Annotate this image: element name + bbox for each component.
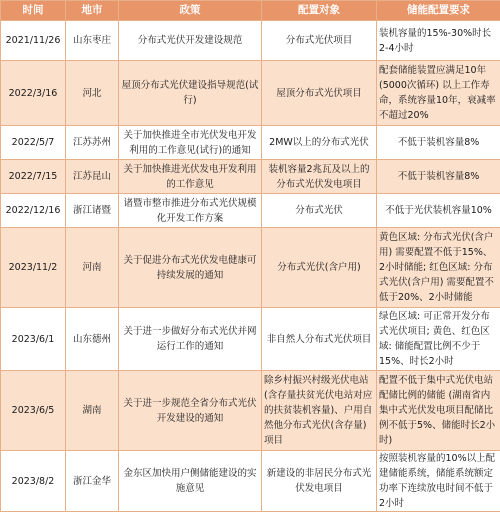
- table-row: [1, 308, 500, 371]
- cell-requirement: 配套储能装置应满足10年(5000次循环) 以上工作寿命，系统容量10年，衰减率不超过20%: [377, 61, 500, 126]
- cell-city: 山东德州: [66, 308, 119, 371]
- cell-city: 河南: [66, 228, 119, 308]
- cell-policy: 诸暨市整市推进分布式光伏规模化开发工作方案: [119, 194, 262, 228]
- cell-time: 2022/5/7: [1, 126, 66, 160]
- table-row: [1, 228, 500, 308]
- cell-time: 2022/12/16: [1, 194, 66, 228]
- header-city: 地市: [66, 1, 119, 21]
- cell-target: 装机容量2兆瓦及以上的分布式光伏发电项目: [262, 160, 377, 194]
- table-row: [1, 160, 500, 194]
- table-row: [1, 61, 500, 126]
- cell-time: 2023/11/2: [1, 228, 66, 308]
- cell-requirement: 黄色区域: 分布式光伏(含户用) 需要配置不低于15%、2小时储能; 红色区域: 分布式光伏(含户用) 需要配置不低于20%、2小时储能: [377, 228, 500, 308]
- cell-target: 分布式光伏: [262, 194, 377, 228]
- cell-requirement: 绿色区域: 可正常开发分布式光伏项目; 黄色、红色区域: 储能配置比例不少于15%、时长2小时: [377, 308, 500, 371]
- cell-policy: 关于加快推进全市光伏发电开发利用的工作意见(试行)的通知: [119, 126, 262, 160]
- cell-target: 新建设的非居民分布式光伏发电项目: [262, 451, 377, 512]
- table-row: [1, 451, 500, 512]
- cell-time: 2021/11/26: [1, 21, 66, 61]
- cell-target: 分布式光伏项目: [262, 21, 377, 61]
- cell-requirement: 不低于装机容量8%: [377, 126, 500, 160]
- cell-policy: 分布式光伏开发建设规范: [119, 21, 262, 61]
- cell-target: 屋顶分布式光伏项目: [262, 61, 377, 126]
- table-row: [1, 21, 500, 61]
- header-row: [1, 1, 500, 21]
- cell-policy: 屋顶分布式光伏建设指导规范(试行): [119, 61, 262, 126]
- header-time: 时间: [1, 1, 66, 21]
- header-requirement: 储能配置要求: [377, 1, 500, 21]
- cell-target: 分布式光伏(含户用): [262, 228, 377, 308]
- cell-policy: 关于进一步做好分布式光伏并网运行工作的通知: [119, 308, 262, 371]
- cell-city: 浙江金华: [66, 451, 119, 512]
- cell-requirement: 按照装机容量的10%以上配建储能系统，储能系统额定功率下连续放电时间不低于2小时: [377, 451, 500, 512]
- cell-city: 山东枣庄: [66, 21, 119, 61]
- cell-city: 江苏苏州: [66, 126, 119, 160]
- cell-target: 2MW以上的分布式光伏: [262, 126, 377, 160]
- cell-requirement: 不低于光伏装机容量10%: [377, 194, 500, 228]
- cell-city: 湖南: [66, 371, 119, 451]
- cell-requirement: 不低于装机容量8%: [377, 160, 500, 194]
- cell-time: 2023/8/2: [1, 451, 66, 512]
- table-row: [1, 371, 500, 451]
- cell-requirement: 配置不低于集中式光伏电站配储比例的储能 (湖南省内集中式光伏发电项目配储比例不低于5%、储能时长2小时): [377, 371, 500, 451]
- cell-policy: 金东区加快用户侧储能建设的实施意见: [119, 451, 262, 512]
- cell-policy: 关于进一步规范全省分布式光伏开发建设的通知: [119, 371, 262, 451]
- table-row: [1, 194, 500, 228]
- cell-policy: 关于促进分布式光伏发电健康可持续发展的通知: [119, 228, 262, 308]
- cell-time: 2022/7/15: [1, 160, 66, 194]
- cell-time: 2023/6/1: [1, 308, 66, 371]
- cell-city: 浙江诸暨: [66, 194, 119, 228]
- cell-policy: 关于加快推进光伏发电开发利用的工作意见: [119, 160, 262, 194]
- cell-city: 河北: [66, 61, 119, 126]
- cell-time: 2022/3/16: [1, 61, 66, 126]
- header-policy: 政策: [119, 1, 262, 21]
- header-target: 配置对象: [262, 1, 377, 21]
- cell-city: 江苏昆山: [66, 160, 119, 194]
- cell-time: 2023/6/5: [1, 371, 66, 451]
- cell-target: 除乡村振兴村级光伏电站(含存量扶贫光伏电站对应的扶贫装机容量)、户用自然他分布式光伏(含存量) 项目: [262, 371, 377, 451]
- cell-requirement: 装机容量的15%-30%时长2-4小时: [377, 21, 500, 61]
- table-row: [1, 126, 500, 160]
- cell-target: 非自然人分布式光伏项目: [262, 308, 377, 371]
